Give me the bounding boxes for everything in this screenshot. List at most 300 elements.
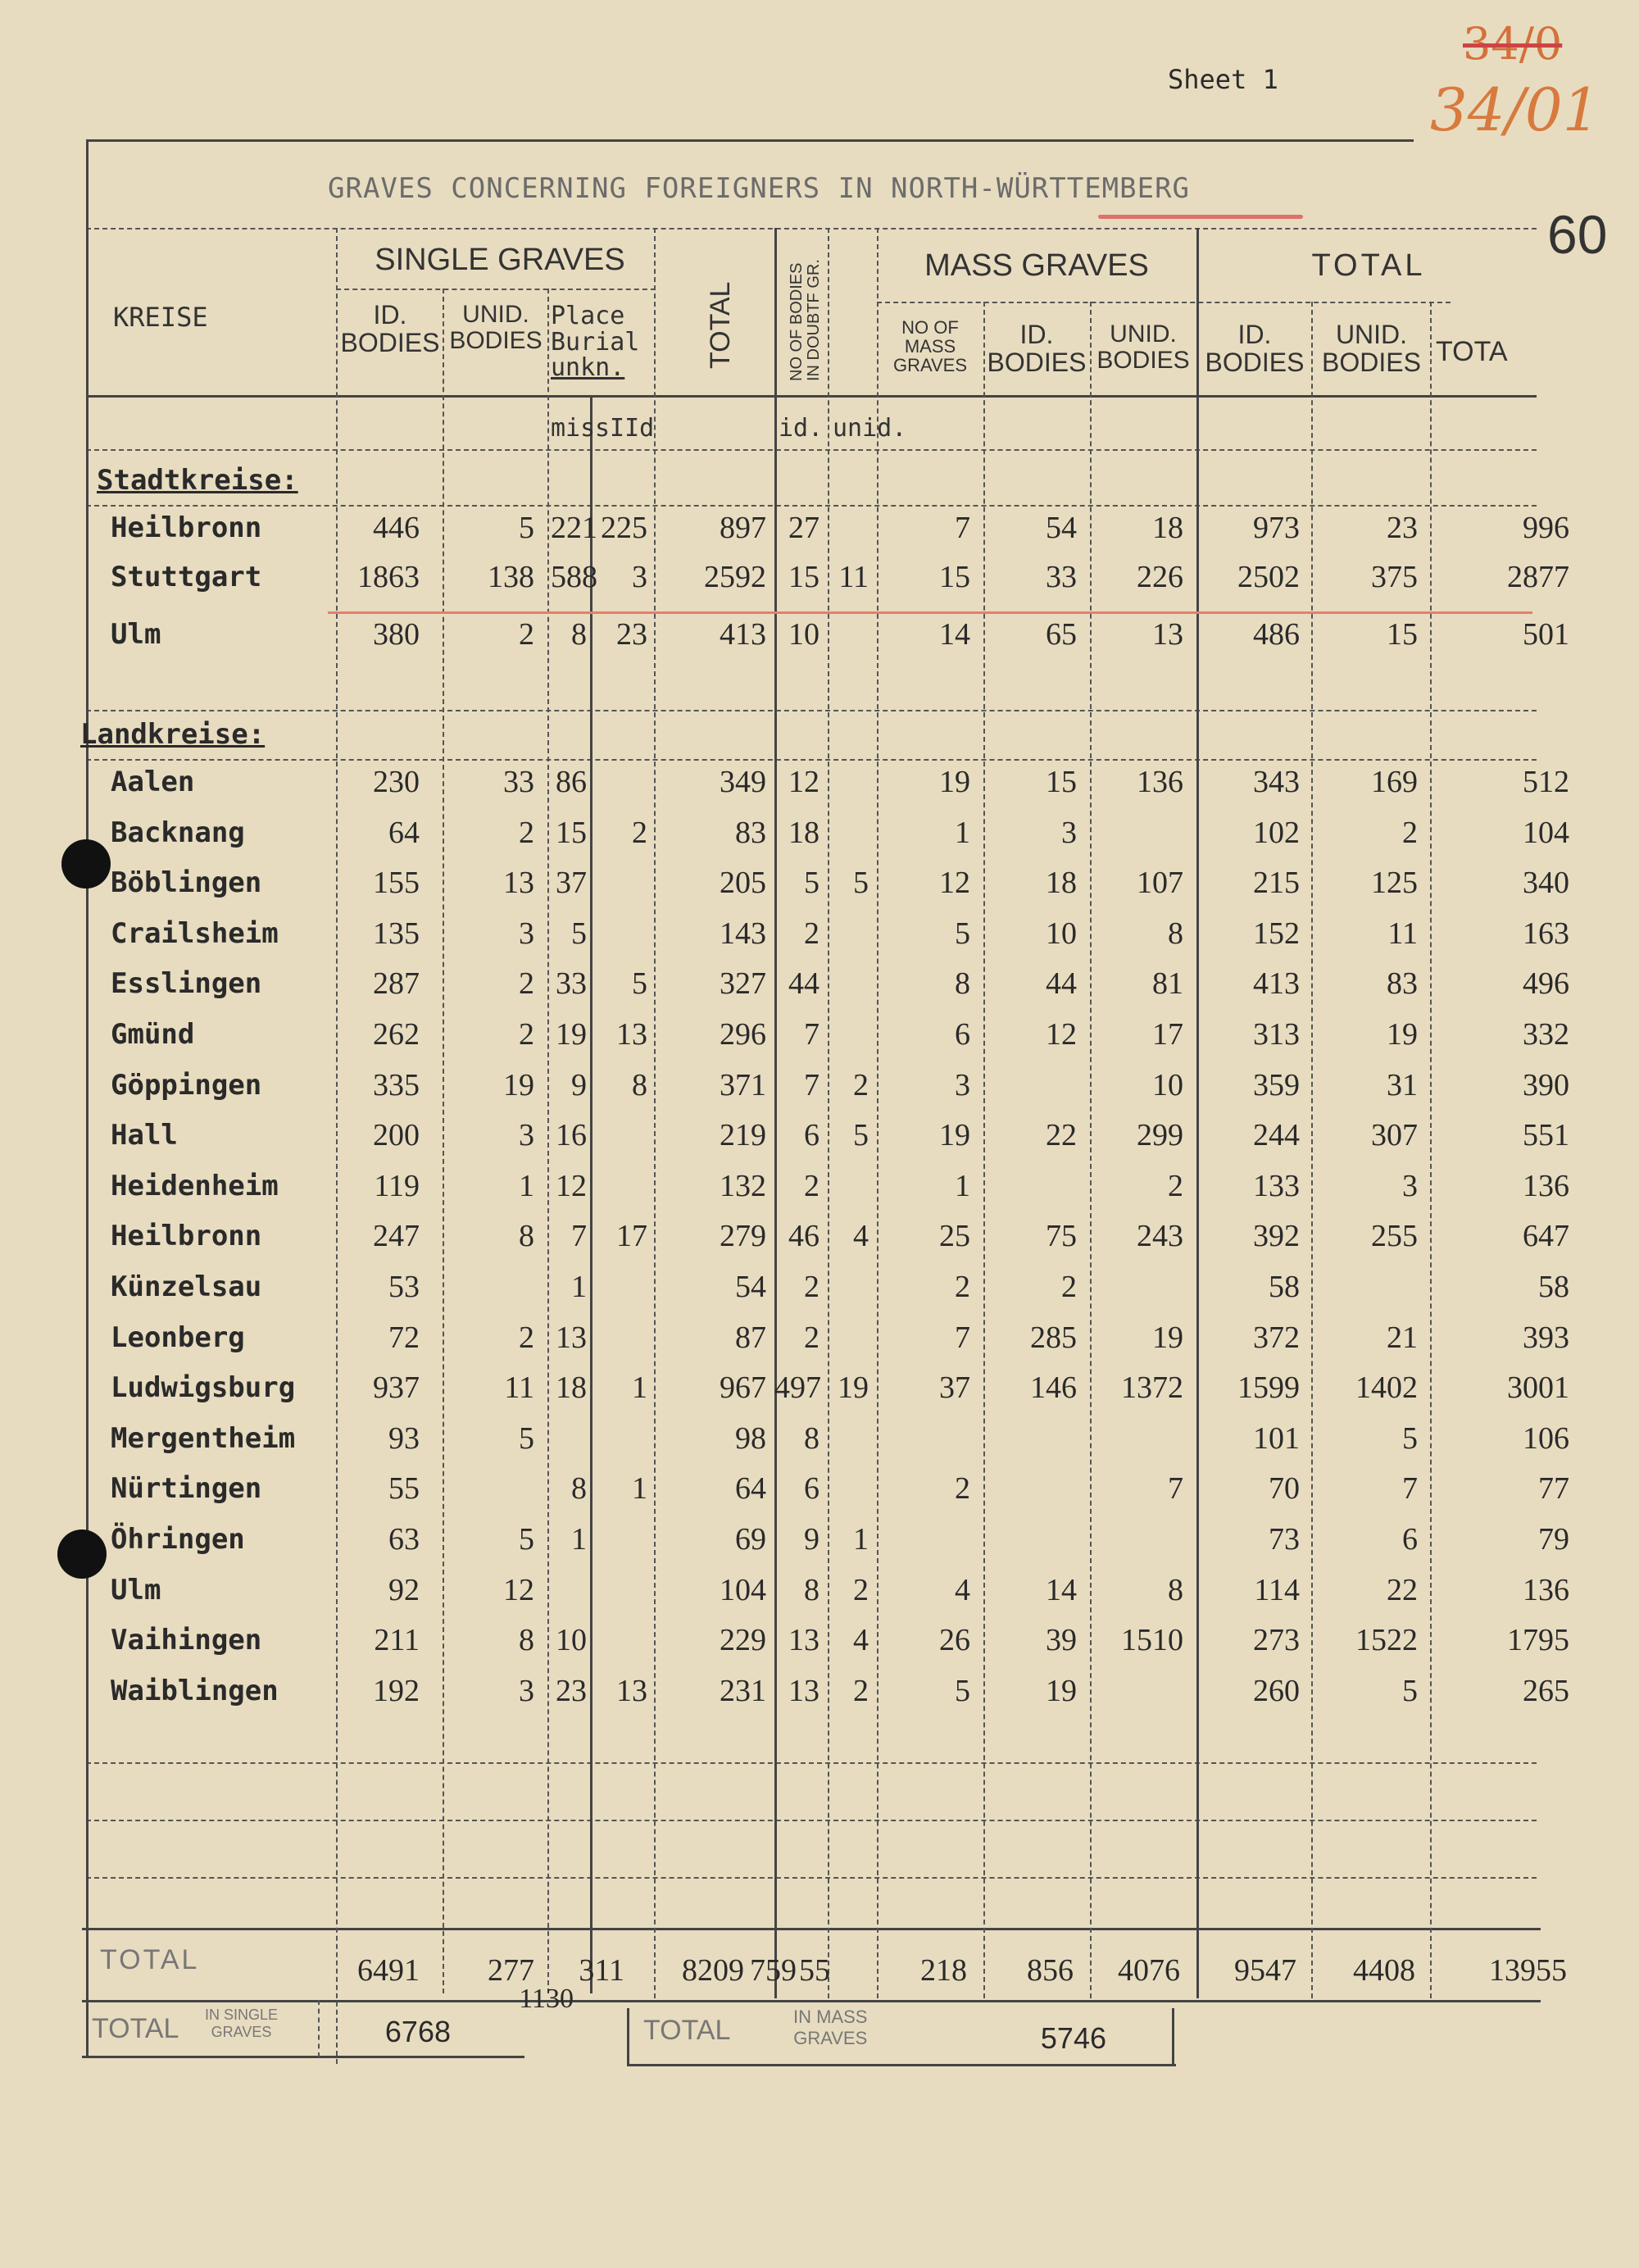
cell-id: 192 <box>373 1674 420 1708</box>
cell-m-unid: 17 <box>1152 1017 1183 1052</box>
cell-t-id: 102 <box>1253 816 1300 850</box>
cell-id: 937 <box>373 1370 420 1405</box>
cell-mis: 16 <box>556 1118 587 1152</box>
kreis-name: Hall <box>111 1119 178 1152</box>
cell-d-unid: 11 <box>838 560 869 594</box>
cell-mis: 5 <box>571 916 587 951</box>
cell-mg: 15 <box>939 560 970 594</box>
cell-t-total: 104 <box>1523 816 1569 850</box>
cell-m-unid: 2 <box>1168 1169 1183 1203</box>
header-total: TOTAL <box>1311 248 1426 283</box>
cell-mis: 221 <box>551 511 597 545</box>
header-place-burial-unknown: Place Burial unkn. <box>551 302 640 382</box>
cell-m-id: 33 <box>1046 560 1077 594</box>
cell-total: 104 <box>720 1573 766 1607</box>
cell-d-unid: 2 <box>853 1068 869 1102</box>
header-kreise: KREISE <box>113 302 208 333</box>
footer-mass-value: 5746 <box>1040 2021 1106 2055</box>
cell-d-id: 18 <box>788 816 820 850</box>
header-grand-total: TOTA <box>1436 336 1508 367</box>
cell-id: 72 <box>388 1320 420 1355</box>
cell-total: 205 <box>720 866 766 900</box>
cell-t-unid: 15 <box>1387 617 1418 652</box>
cell-unid: 2 <box>519 1017 534 1052</box>
cell-t-id: 313 <box>1253 1017 1300 1052</box>
cell-id: 93 <box>388 1421 420 1456</box>
subheader-id: id. <box>779 414 824 443</box>
cell-total: 83 <box>735 816 766 850</box>
footer-mass-sub: IN MASS GRAVES <box>793 2007 868 2048</box>
totals-missing-burial: 1130 <box>519 1984 574 2014</box>
cell-t-id: 58 <box>1269 1270 1300 1304</box>
header-total-single: TOTAL <box>705 281 736 369</box>
totals-id: 6491 <box>357 1953 420 1988</box>
cell-d-id: 44 <box>788 966 820 1001</box>
cell-t-unid: 1402 <box>1355 1370 1418 1405</box>
footer-single-value: 6768 <box>384 2015 451 2048</box>
cell-mis: 33 <box>556 966 587 1001</box>
cell-t-unid: 5 <box>1402 1674 1418 1708</box>
cell-d-id: 27 <box>788 511 820 545</box>
cell-id: 200 <box>373 1118 420 1152</box>
cell-id: 64 <box>388 816 420 850</box>
cell-total: 897 <box>720 511 766 545</box>
cell-m-id: 65 <box>1046 617 1077 652</box>
cell-t-id: 486 <box>1253 617 1300 652</box>
cell-id: 380 <box>373 617 420 652</box>
cell-id: 262 <box>373 1017 420 1052</box>
cell-total: 413 <box>720 617 766 652</box>
cell-t-total: 136 <box>1523 1169 1569 1203</box>
cell-t-total: 496 <box>1523 966 1569 1001</box>
cell-sIId: 23 <box>616 617 647 652</box>
cell-sIId: 2 <box>632 816 647 850</box>
cell-d-id: 7 <box>804 1017 820 1052</box>
cell-m-unid: 19 <box>1152 1320 1183 1355</box>
kreis-name: Böblingen <box>111 866 262 899</box>
cell-d-unid: 2 <box>853 1573 869 1607</box>
cell-sIId: 1 <box>632 1370 647 1405</box>
cell-t-id: 101 <box>1253 1421 1300 1456</box>
subheader-mis: mis <box>551 414 596 443</box>
cell-total: 64 <box>735 1471 766 1506</box>
page-number: 60 <box>1547 204 1608 265</box>
cell-t-id: 392 <box>1253 1219 1300 1253</box>
header-bodies-doubtful-graves: NO OF BODIES IN DOUBTF GR. <box>788 259 823 381</box>
cell-d-id: 7 <box>804 1068 820 1102</box>
cell-sIId: 8 <box>632 1068 647 1102</box>
cell-total: 219 <box>720 1118 766 1152</box>
cell-m-unid: 1510 <box>1121 1623 1183 1657</box>
kreis-name: Nürtingen <box>111 1472 262 1505</box>
cell-total: 69 <box>735 1522 766 1557</box>
subheader-siid: sIId <box>595 414 655 443</box>
cell-mis: 19 <box>556 1017 587 1052</box>
totals-total-unid: 4408 <box>1353 1953 1415 1988</box>
cell-t-total: 996 <box>1523 511 1569 545</box>
cell-t-unid: 169 <box>1371 765 1418 799</box>
cell-t-unid: 255 <box>1371 1219 1418 1253</box>
cell-total: 229 <box>720 1623 766 1657</box>
cell-d-id: 2 <box>804 1320 820 1355</box>
file-reference-old: 34/0 <box>1463 18 1563 70</box>
cell-id: 335 <box>373 1068 420 1102</box>
totals-label: TOTAL <box>100 1944 200 1975</box>
cell-t-id: 413 <box>1253 966 1300 1001</box>
cell-mis: 10 <box>556 1623 587 1657</box>
cell-d-unid: 5 <box>853 866 869 900</box>
cell-total: 54 <box>735 1270 766 1304</box>
kreis-name: Ulm <box>111 1574 161 1607</box>
cell-total: 98 <box>735 1421 766 1456</box>
cell-m-unid: 81 <box>1152 966 1183 1001</box>
title-underline-mark <box>1098 215 1303 219</box>
cell-d-id: 9 <box>804 1522 820 1557</box>
cell-mis: 588 <box>551 560 597 594</box>
cell-sIId: 1 <box>632 1471 647 1506</box>
cell-d-id: 6 <box>804 1118 820 1152</box>
cell-m-unid: 299 <box>1137 1118 1183 1152</box>
cell-d-id: 497 <box>774 1370 821 1405</box>
cell-t-total: 340 <box>1523 866 1569 900</box>
totals-doubtful-id: 759 <box>750 1953 797 1988</box>
cell-t-unid: 22 <box>1387 1573 1418 1607</box>
kreis-name: Aalen <box>111 766 195 798</box>
cell-mis: 1 <box>571 1270 587 1304</box>
kreis-name: Waiblingen <box>111 1675 279 1707</box>
kreis-name: Ludwigsburg <box>111 1371 296 1404</box>
cell-mis: 8 <box>571 1471 587 1506</box>
cell-mg: 5 <box>955 916 970 951</box>
cell-t-id: 973 <box>1253 511 1300 545</box>
cell-total: 143 <box>720 916 766 951</box>
cell-sIId: 17 <box>616 1219 647 1253</box>
cell-mg: 2 <box>955 1471 970 1506</box>
cell-m-id: 18 <box>1046 866 1077 900</box>
header-total-id-bodies: ID. BODIES <box>1205 320 1305 377</box>
cell-t-unid: 7 <box>1402 1471 1418 1506</box>
cell-mg: 26 <box>939 1623 970 1657</box>
totals-siid: 311 <box>579 1953 624 1988</box>
section-stadtkreise: Stadtkreise: <box>97 464 298 497</box>
binder-hole <box>61 839 111 889</box>
cell-d-id: 12 <box>788 765 820 799</box>
cell-mg: 19 <box>939 1118 970 1152</box>
cell-id: 55 <box>388 1471 420 1506</box>
cell-unid: 2 <box>519 1320 534 1355</box>
footer-single-sub: IN SINGLE GRAVES <box>205 2007 279 2040</box>
cell-t-total: 1795 <box>1507 1623 1569 1657</box>
cell-t-id: 133 <box>1253 1169 1300 1203</box>
cell-t-total: 106 <box>1523 1421 1569 1456</box>
cell-d-id: 6 <box>804 1471 820 1506</box>
cell-t-total: 393 <box>1523 1320 1569 1355</box>
cell-sIId: 225 <box>601 511 647 545</box>
cell-unid: 11 <box>504 1370 534 1405</box>
cell-unid: 1 <box>519 1169 534 1203</box>
header-unid-bodies: UNID. BODIES <box>449 301 543 354</box>
cell-id: 119 <box>374 1169 420 1203</box>
cell-unid: 5 <box>519 1522 534 1557</box>
sheet-label: Sheet 1 <box>1168 64 1278 95</box>
kreis-name: Göppingen <box>111 1069 262 1102</box>
cell-t-total: 551 <box>1523 1118 1569 1152</box>
cell-t-total: 163 <box>1523 916 1569 951</box>
cell-t-id: 273 <box>1253 1623 1300 1657</box>
cell-mis: 18 <box>556 1370 587 1405</box>
cell-mis: 13 <box>556 1320 587 1355</box>
cell-total: 296 <box>720 1017 766 1052</box>
cell-unid: 5 <box>519 511 534 545</box>
cell-m-unid: 10 <box>1152 1068 1183 1102</box>
cell-t-id: 152 <box>1253 916 1300 951</box>
cell-sIId: 13 <box>616 1017 647 1052</box>
cell-mis: 1 <box>571 1522 587 1557</box>
cell-m-id: 10 <box>1046 916 1077 951</box>
cell-unid: 2 <box>519 617 534 652</box>
cell-t-unid: 1522 <box>1355 1623 1418 1657</box>
kreis-name: Ulm <box>111 618 161 651</box>
cell-mis: 15 <box>556 816 587 850</box>
cell-m-unid: 7 <box>1168 1471 1183 1506</box>
cell-mis: 37 <box>556 866 587 900</box>
cell-unid: 8 <box>519 1623 534 1657</box>
cell-total: 231 <box>720 1674 766 1708</box>
cell-id: 446 <box>373 511 420 545</box>
cell-t-id: 372 <box>1253 1320 1300 1355</box>
cell-id: 211 <box>374 1623 420 1657</box>
kreis-name: Leonberg <box>111 1321 245 1354</box>
cell-d-id: 13 <box>788 1674 820 1708</box>
cell-d-id: 10 <box>788 617 820 652</box>
cell-total: 279 <box>720 1219 766 1253</box>
cell-d-id: 2 <box>804 916 820 951</box>
cell-mis: 23 <box>556 1674 587 1708</box>
kreis-name: Gmünd <box>111 1018 195 1051</box>
cell-t-unid: 6 <box>1402 1522 1418 1557</box>
cell-t-total: 647 <box>1523 1219 1569 1253</box>
cell-t-id: 70 <box>1269 1471 1300 1506</box>
header-no-of-mass-graves: NO OF MASS GRAVES <box>892 317 968 376</box>
cell-unid: 8 <box>519 1219 534 1253</box>
cell-total: 327 <box>720 966 766 1001</box>
cell-m-id: 19 <box>1046 1674 1077 1708</box>
kreis-name: Heidenheim <box>111 1170 279 1202</box>
red-underline-mark <box>328 611 1532 614</box>
cell-t-total: 390 <box>1523 1068 1569 1102</box>
cell-mg: 14 <box>939 617 970 652</box>
kreis-name: Esslingen <box>111 967 262 1000</box>
cell-mis: 86 <box>556 765 587 799</box>
header-total-unid-bodies: UNID. BODIES <box>1322 320 1421 377</box>
cell-t-total: 2877 <box>1507 560 1569 594</box>
cell-t-id: 1599 <box>1237 1370 1300 1405</box>
cell-mg: 7 <box>955 511 970 545</box>
kreis-name: Heilbronn <box>111 511 262 544</box>
cell-t-total: 58 <box>1538 1270 1569 1304</box>
cell-m-unid: 8 <box>1168 1573 1183 1607</box>
binder-hole <box>57 1529 107 1579</box>
kreis-name: Mergentheim <box>111 1422 296 1455</box>
cell-t-unid: 21 <box>1387 1320 1418 1355</box>
cell-unid: 3 <box>519 1674 534 1708</box>
kreis-name: Künzelsau <box>111 1270 262 1303</box>
cell-unid: 5 <box>519 1421 534 1456</box>
cell-mg: 7 <box>955 1320 970 1355</box>
cell-mg: 8 <box>955 966 970 1001</box>
cell-t-total: 265 <box>1523 1674 1569 1708</box>
kreis-name: Stuttgart <box>111 561 262 593</box>
cell-m-unid: 226 <box>1137 560 1183 594</box>
cell-t-unid: 2 <box>1402 816 1418 850</box>
file-reference: 34/01 <box>1430 75 1600 144</box>
header-mass-id-bodies: ID. BODIES <box>987 320 1087 377</box>
cell-mis: 9 <box>571 1068 587 1102</box>
cell-t-unid: 23 <box>1387 511 1418 545</box>
cell-unid: 3 <box>519 916 534 951</box>
cell-mis: 8 <box>571 617 587 652</box>
cell-id: 53 <box>388 1270 420 1304</box>
cell-d-unid: 4 <box>853 1623 869 1657</box>
cell-m-unid: 1372 <box>1121 1370 1183 1405</box>
cell-t-unid: 125 <box>1371 866 1418 900</box>
cell-t-unid: 375 <box>1371 560 1418 594</box>
cell-d-id: 8 <box>804 1421 820 1456</box>
cell-id: 63 <box>388 1522 420 1557</box>
kreis-name: Heilbronn <box>111 1220 262 1252</box>
cell-m-id: 12 <box>1046 1017 1077 1052</box>
cell-t-unid: 19 <box>1387 1017 1418 1052</box>
cell-d-id: 8 <box>804 1573 820 1607</box>
cell-m-id: 54 <box>1046 511 1077 545</box>
cell-id: 230 <box>373 765 420 799</box>
totals-unid: 277 <box>488 1953 534 1988</box>
cell-total: 132 <box>720 1169 766 1203</box>
cell-total: 87 <box>735 1320 766 1355</box>
footer-single-label: TOTAL <box>92 2013 179 2044</box>
cell-m-id: 146 <box>1030 1370 1077 1405</box>
cell-id: 155 <box>373 866 420 900</box>
cell-t-id: 114 <box>1254 1573 1300 1607</box>
cell-total: 371 <box>720 1068 766 1102</box>
cell-t-unid: 307 <box>1371 1118 1418 1152</box>
header-id-bodies: ID. BODIES <box>340 300 440 357</box>
totals-mass-id: 856 <box>1027 1953 1074 1988</box>
footer-mass-label: TOTAL <box>643 2015 731 2046</box>
kreis-name: Vaihingen <box>111 1624 262 1657</box>
totals-total-id: 9547 <box>1234 1953 1296 1988</box>
cell-mg: 25 <box>939 1219 970 1253</box>
header-mass-unid-bodies: UNID. BODIES <box>1096 320 1190 374</box>
cell-m-unid: 18 <box>1152 511 1183 545</box>
cell-t-unid: 3 <box>1402 1169 1418 1203</box>
cell-m-unid: 13 <box>1152 617 1183 652</box>
cell-m-id: 3 <box>1061 816 1077 850</box>
cell-unid: 2 <box>519 816 534 850</box>
cell-d-id: 2 <box>804 1270 820 1304</box>
cell-sIId: 13 <box>616 1674 647 1708</box>
cell-t-unid: 83 <box>1387 966 1418 1001</box>
cell-mg: 12 <box>939 866 970 900</box>
cell-t-total: 332 <box>1523 1017 1569 1052</box>
cell-m-id: 39 <box>1046 1623 1077 1657</box>
cell-d-id: 13 <box>788 1623 820 1657</box>
cell-mg: 19 <box>939 765 970 799</box>
cell-unid: 138 <box>488 560 534 594</box>
totals-mass-unid: 4076 <box>1118 1953 1180 1988</box>
cell-t-total: 501 <box>1523 617 1569 652</box>
cell-m-id: 75 <box>1046 1219 1077 1253</box>
cell-mg: 5 <box>955 1674 970 1708</box>
totals-mass-graves: 218 <box>920 1953 967 1988</box>
cell-unid: 13 <box>503 866 534 900</box>
cell-m-id: 285 <box>1030 1320 1077 1355</box>
cell-id: 247 <box>373 1219 420 1253</box>
cell-d-id: 5 <box>804 866 820 900</box>
cell-unid: 2 <box>519 966 534 1001</box>
cell-t-total: 79 <box>1538 1522 1569 1557</box>
cell-unid: 33 <box>503 765 534 799</box>
cell-t-id: 359 <box>1253 1068 1300 1102</box>
cell-mg: 1 <box>955 816 970 850</box>
cell-m-id: 44 <box>1046 966 1077 1001</box>
cell-mg: 3 <box>955 1068 970 1102</box>
cell-d-unid: 19 <box>838 1370 869 1405</box>
cell-m-id: 2 <box>1061 1270 1077 1304</box>
cell-d-id: 46 <box>788 1219 820 1253</box>
cell-mg: 4 <box>955 1573 970 1607</box>
cell-m-unid: 243 <box>1137 1219 1183 1253</box>
cell-total: 349 <box>720 765 766 799</box>
cell-m-id: 15 <box>1046 765 1077 799</box>
cell-unid: 3 <box>519 1118 534 1152</box>
cell-t-unid: 31 <box>1387 1068 1418 1102</box>
cell-t-id: 343 <box>1253 765 1300 799</box>
cell-t-total: 77 <box>1538 1471 1569 1506</box>
cell-id: 135 <box>373 916 420 951</box>
cell-id: 92 <box>388 1573 420 1607</box>
cell-total: 967 <box>720 1370 766 1405</box>
cell-d-id: 2 <box>804 1169 820 1203</box>
cell-mg: 6 <box>955 1017 970 1052</box>
cell-mg: 1 <box>955 1169 970 1203</box>
cell-id: 287 <box>373 966 420 1001</box>
cell-t-id: 244 <box>1253 1118 1300 1152</box>
kreis-name: Backnang <box>111 816 245 849</box>
cell-t-id: 73 <box>1269 1522 1300 1557</box>
cell-t-unid: 5 <box>1402 1421 1418 1456</box>
cell-m-id: 22 <box>1046 1118 1077 1152</box>
cell-m-unid: 136 <box>1137 765 1183 799</box>
cell-mg: 37 <box>939 1370 970 1405</box>
cell-t-unid: 11 <box>1387 916 1418 951</box>
cell-t-id: 2502 <box>1237 560 1300 594</box>
cell-mis: 7 <box>571 1219 587 1253</box>
totals-doubtful-unid: 55 <box>799 1953 830 1988</box>
cell-d-unid: 5 <box>853 1118 869 1152</box>
cell-m-unid: 8 <box>1168 916 1183 951</box>
header-mass-graves: MASS GRAVES <box>924 248 1149 283</box>
cell-t-total: 512 <box>1523 765 1569 799</box>
totals-single-total: 8209 <box>682 1953 744 1988</box>
cell-mis: 12 <box>556 1169 587 1203</box>
cell-m-id: 14 <box>1046 1573 1077 1607</box>
kreis-name: Öhringen <box>111 1523 245 1556</box>
cell-t-id: 215 <box>1253 866 1300 900</box>
cell-sIId: 3 <box>632 560 647 594</box>
document-title: GRAVES CONCERNING FOREIGNERS IN NORTH-WÜRTTEMBERG <box>328 172 1191 205</box>
cell-unid: 19 <box>503 1068 534 1102</box>
